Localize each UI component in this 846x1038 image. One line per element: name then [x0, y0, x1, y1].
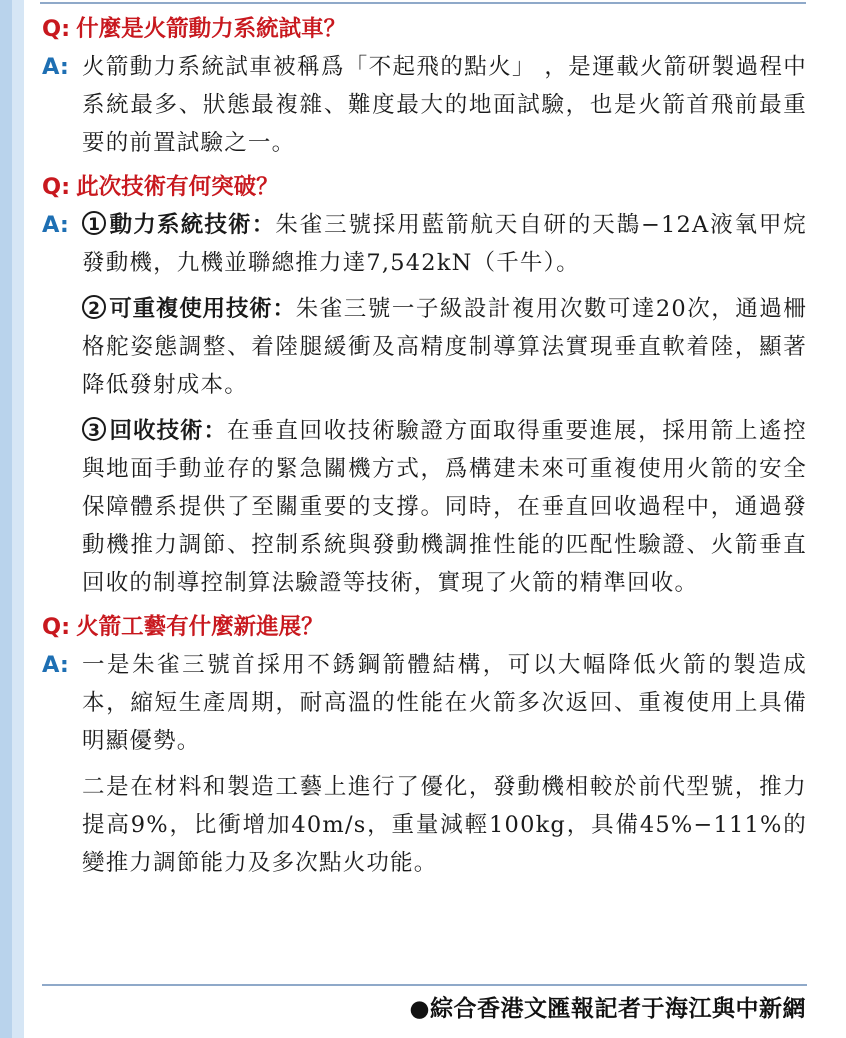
circled-number: 1 — [82, 211, 106, 235]
question-heading: Q: 火箭工藝有什麼新進展？ — [42, 614, 324, 640]
question-heading: Q: 此次技術有何突破？ — [42, 174, 279, 200]
qa-content — [42, 10, 807, 882]
bold-term: 可重複使用技術： — [109, 296, 296, 322]
answer-paragraph: 3 回收技術：在垂直回收技術驗證方面取得重要進展，採用箭上遙控與地面手動並存的緊急關機方式，爲構建未來可重複使用火箭的安全保障體系提供了至關重要的支撐。同時，在垂直回收過程中，通過發動機推力調節、控制系統與發動機調推性能的匹配性驗證、火箭垂直回收的制導控制算法驗證等技術，實現了火箭的精準回收。 — [82, 418, 807, 596]
answer-paragraph: 2 可重複使用技術：朱雀三號一子級設計複用次數可達20次，通過柵格舵姿態調整、着陸腿緩衝及高精度制導算法實現垂直軟着陸，顯著降低發射成本。 — [82, 296, 807, 398]
answer-paragraph: 一是朱雀三號首採用不銹鋼箭體結構，可以大幅降低火箭的製造成本，縮短生產周期，耐高溫的性能在火箭多次返回、重複使用上具備明顯優勢。 — [82, 652, 807, 754]
answer-block — [42, 48, 807, 162]
circled-number: 3 — [82, 417, 106, 441]
answer-paragraph: 火箭動力系統試車被稱爲「不起飛的點火」 ，是運載火箭研製過程中系統最多、狀態最複雜、難度最大的地面試驗，也是火箭首飛前最重要的前置試驗之一。 — [82, 54, 807, 156]
answer-paragraph: 1 動力系統技術：朱雀三號採用藍箭航天自研的天鵲−12A液氧甲烷發動機，九機並聯總推力達7,542kN（千牛）。 — [82, 212, 807, 276]
left-decorative-bar — [0, 0, 24, 1038]
answer-label: A: — [42, 54, 69, 80]
answer-block — [42, 646, 807, 882]
bold-term: 回收技術： — [109, 418, 227, 444]
bold-term: 動力系統技術： — [109, 212, 276, 238]
bottom-divider — [42, 984, 807, 986]
question-heading: Q: 什麼是火箭動力系統試車？ — [42, 16, 347, 42]
answer-block — [42, 206, 807, 602]
circled-number: 2 — [82, 295, 106, 319]
answer-label: A: — [42, 652, 69, 678]
source-credit: ●綜合香港文匯報記者于海江與中新網 — [409, 996, 806, 1022]
top-divider — [40, 2, 806, 4]
answer-label: A: — [42, 212, 69, 238]
answer-paragraph: 二是在材料和製造工藝上進行了優化，發動機相較於前代型號，推力提高9%，比衝增加40m/s，重量減輕100kg，具備45%−111%的變推力調節能力及多次點火功能。 — [82, 774, 807, 876]
